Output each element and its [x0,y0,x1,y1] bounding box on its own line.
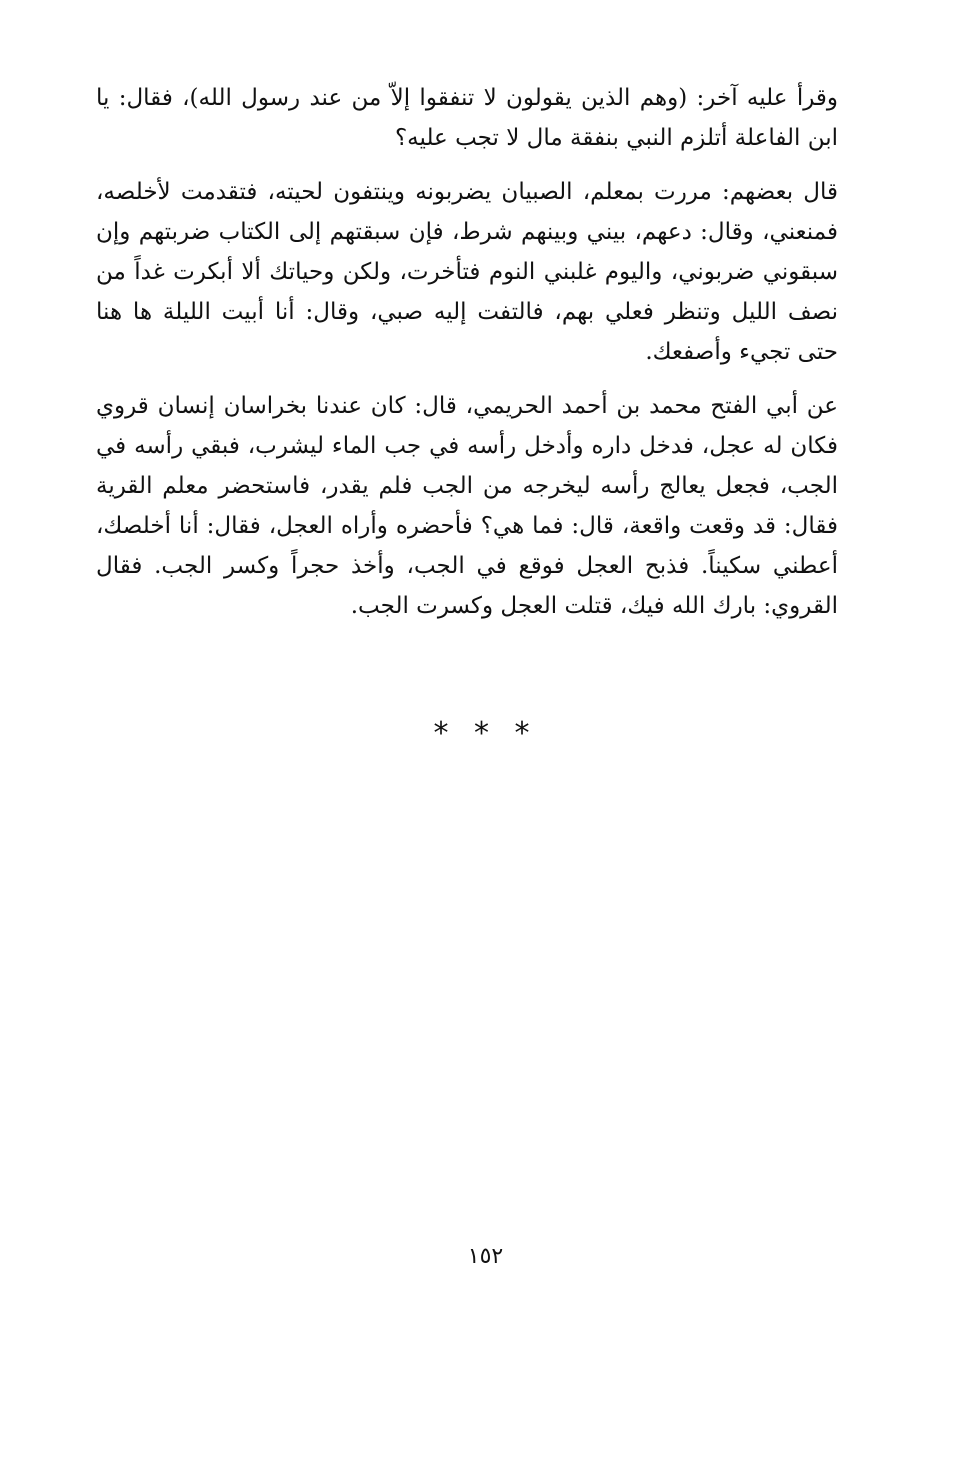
body-text [96,78,838,640]
paragraph-3: عن أبي الفتح محمد بن أحمد الحريمي، قال: كان عندنا بخراسان إنسان قروي فكان له عجل، فدخل داره وأدخل رأسه في جب الماء ليشرب، فبقي رأسه في الجب، فجعل يعالج رأسه ليخرجه من الجب فلم يقدر، فاستحضر معلم القرية فقال: قد وقعت واقعة، قال: فما هي؟ فأحضره وأراه العجل، فقال: أنا أخلصك، أعطني سكيناً. فذبح العجل فوقع في الجب، وأخذ حجراً وكسر الجب. فقال القروي: بارك الله فيك، قتلت العجل وكسرت الجب. [96,393,838,619]
page-number: ١٥٢ [467,1244,504,1269]
paragraph-2: قال بعضهم: مررت بمعلم، الصبيان يضربونه وينتفون لحيته، فتقدمت لأخلصه، فمنعني، وقال: دعهم، بيني وبينهم شرط، فإن سبقتهم إلى الكتاب ضربتهم وإن سبقوني ضربوني، واليوم غلبني النوم فتأخرت، ولكن وحياتك ألا أبكرت غداً من نصف الليل وتنظر فعلي بهم، فالتفت إليه صبي، وقال: أنا أبيت الليلة ها هنا حتى تجيء وأصفعك. [96,179,838,365]
paragraph-1: وقرأ عليه آخر: (وهم الذين يقولون لا تنفقوا إلاّ من عند رسول الله)، فقال: يا ابن الفاعلة أتلزم النبي بنفقة مال لا تجب عليه؟ [96,85,838,151]
section-separator: * * * [433,716,538,751]
